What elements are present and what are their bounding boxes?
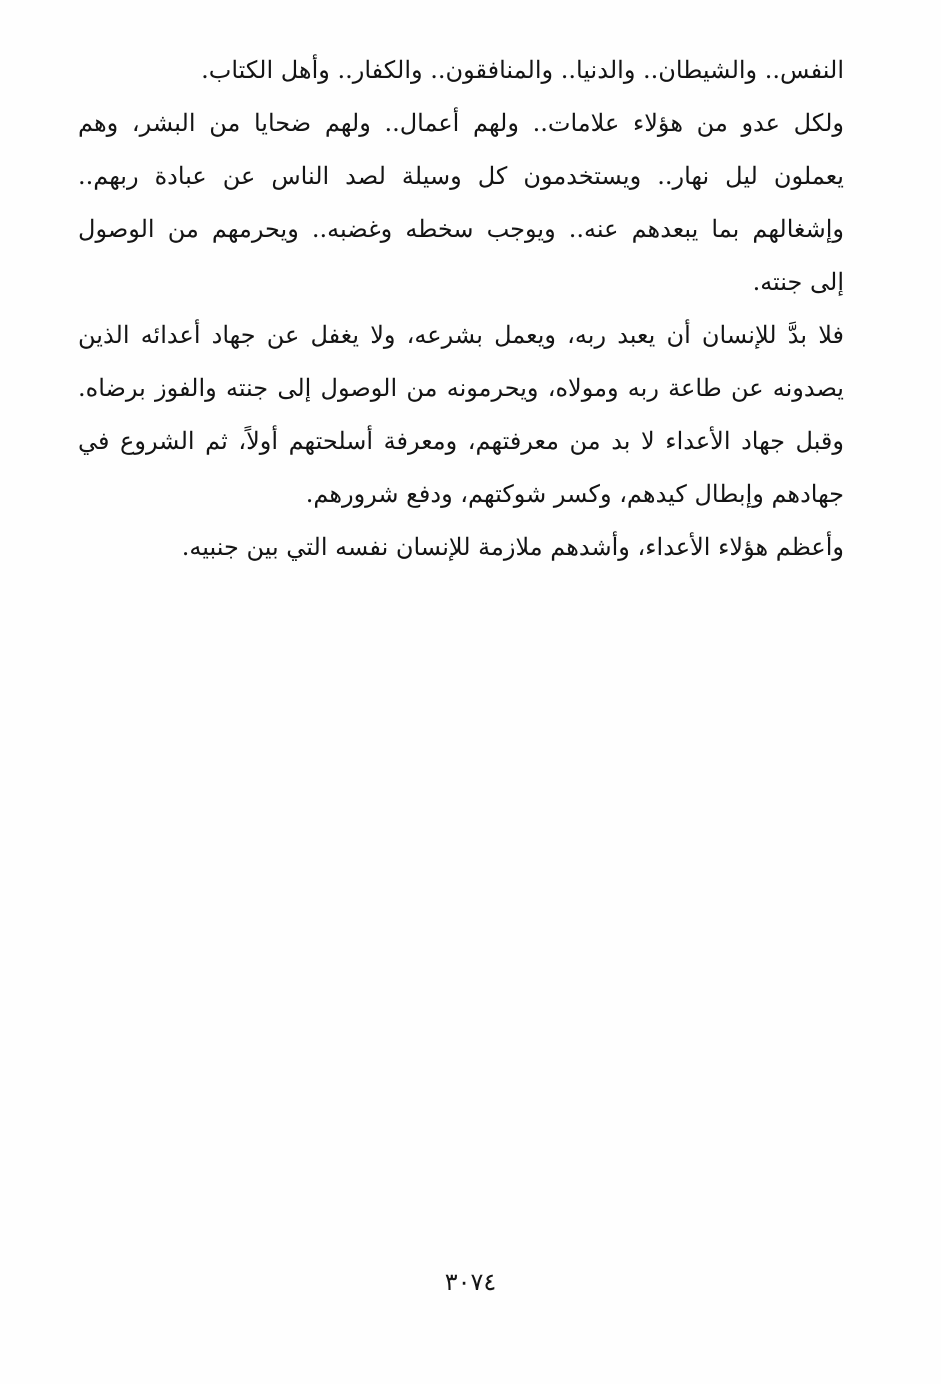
text-line: ولكل عدو من هؤلاء علامات.. ولهم أعمال.. ولهم ضحايا من البشر، وهم <box>78 109 844 137</box>
page-number: ٣٠٧٤ <box>444 1268 497 1296</box>
text-line: فلا بدَّ للإنسان أن يعبد ربه، ويعمل بشرعه، ولا يغفل عن جهاد أعدائه الذين <box>78 321 844 349</box>
text-line: جهادهم وإبطال كيدهم، وكسر شوكتهم، ودفع شرورهم. <box>305 480 844 508</box>
text-line: وأعظم هؤلاء الأعداء، وأشدهم ملازمة للإنسان نفسه التي بين جنبيه. <box>181 533 844 561</box>
text-line: يصدونه عن طاعة ربه ومولاه، ويحرمونه من الوصول إلى جنته والفوز برضاه. <box>78 374 844 402</box>
text-line: يعملون ليل نهار.. ويستخدمون كل وسيلة لصد الناس عن عبادة ربهم.. <box>78 162 844 190</box>
text-line: وإشغالهم بما يبعدهم عنه.. ويوجب سخطه وغضبه.. ويحرمهم من الوصول <box>78 215 844 243</box>
text-line: وقبل جهاد الأعداء لا بد من معرفتهم، ومعرفة أسلحتهم أولاً، ثم الشروع في <box>78 427 844 455</box>
text-line: إلى جنته. <box>752 268 844 296</box>
text-line: النفس.. والشيطان.. والدنيا.. والمنافقون.. والكفار.. وأهل الكتاب. <box>201 56 844 84</box>
body-text <box>78 44 844 574</box>
